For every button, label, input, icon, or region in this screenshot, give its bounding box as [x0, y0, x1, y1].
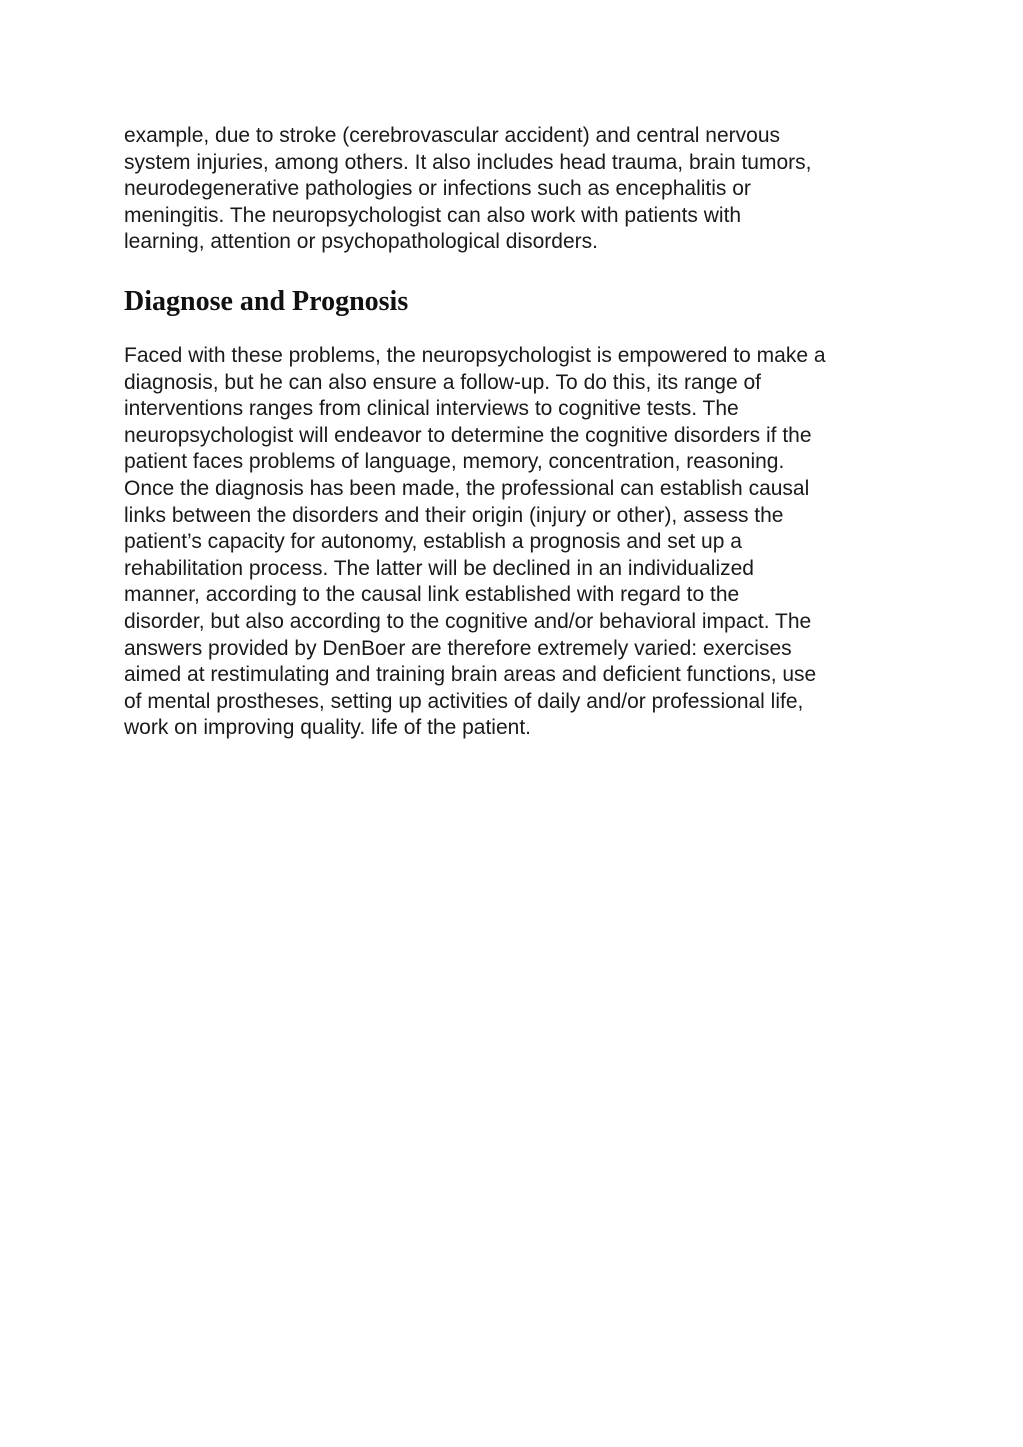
text-line: Faced with these problems, the neuropsychologist is empowered to make a	[124, 343, 826, 367]
text-line: system injuries, among others. It also includes head trauma, brain tumors,	[124, 150, 812, 174]
text-line: meningitis. The neuropsychologist can also work with patients with	[124, 203, 742, 227]
text-line: learning, attention or psychopathological disorders.	[124, 230, 598, 254]
intro-paragraph	[124, 123, 914, 256]
text-line: answers provided by DenBoer are therefore extremely varied: exercises	[124, 636, 792, 660]
text-line: links between the disorders and their origin (injury or other), assess the	[124, 503, 784, 527]
page-content	[124, 123, 914, 742]
text-line: neurodegenerative pathologies or infections such as encephalitis or	[124, 177, 751, 201]
text-line: patient’s capacity for autonomy, establish a prognosis and set up a	[124, 530, 742, 554]
text-line: interventions ranges from clinical interviews to cognitive tests. The	[124, 397, 739, 421]
section-heading: Diagnose and Prognosis	[124, 285, 409, 317]
text-line: manner, according to the causal link established with regard to the	[124, 583, 740, 607]
text-line: rehabilitation process. The latter will be declined in an individualized	[124, 556, 754, 580]
text-line: of mental prostheses, setting up activities of daily and/or professional life,	[124, 689, 804, 713]
text-line: work on improving quality. life of the patient.	[124, 716, 531, 740]
text-line: example, due to stroke (cerebrovascular accident) and central nervous	[124, 124, 781, 147]
text-line: disorder, but also according to the cognitive and/or behavioral impact. The	[124, 609, 812, 633]
body-paragraph	[124, 343, 914, 742]
text-line: aimed at restimulating and training brain areas and deficient functions, use	[124, 663, 817, 687]
text-line: diagnosis, but he can also ensure a follow-up. To do this, its range of	[124, 370, 762, 394]
text-line: patient faces problems of language, memory, concentration, reasoning.	[124, 450, 785, 474]
text-line: neuropsychologist will endeavor to determine the cognitive disorders if the	[124, 423, 812, 447]
text-line: Once the diagnosis has been made, the professional can establish causal	[124, 476, 810, 500]
